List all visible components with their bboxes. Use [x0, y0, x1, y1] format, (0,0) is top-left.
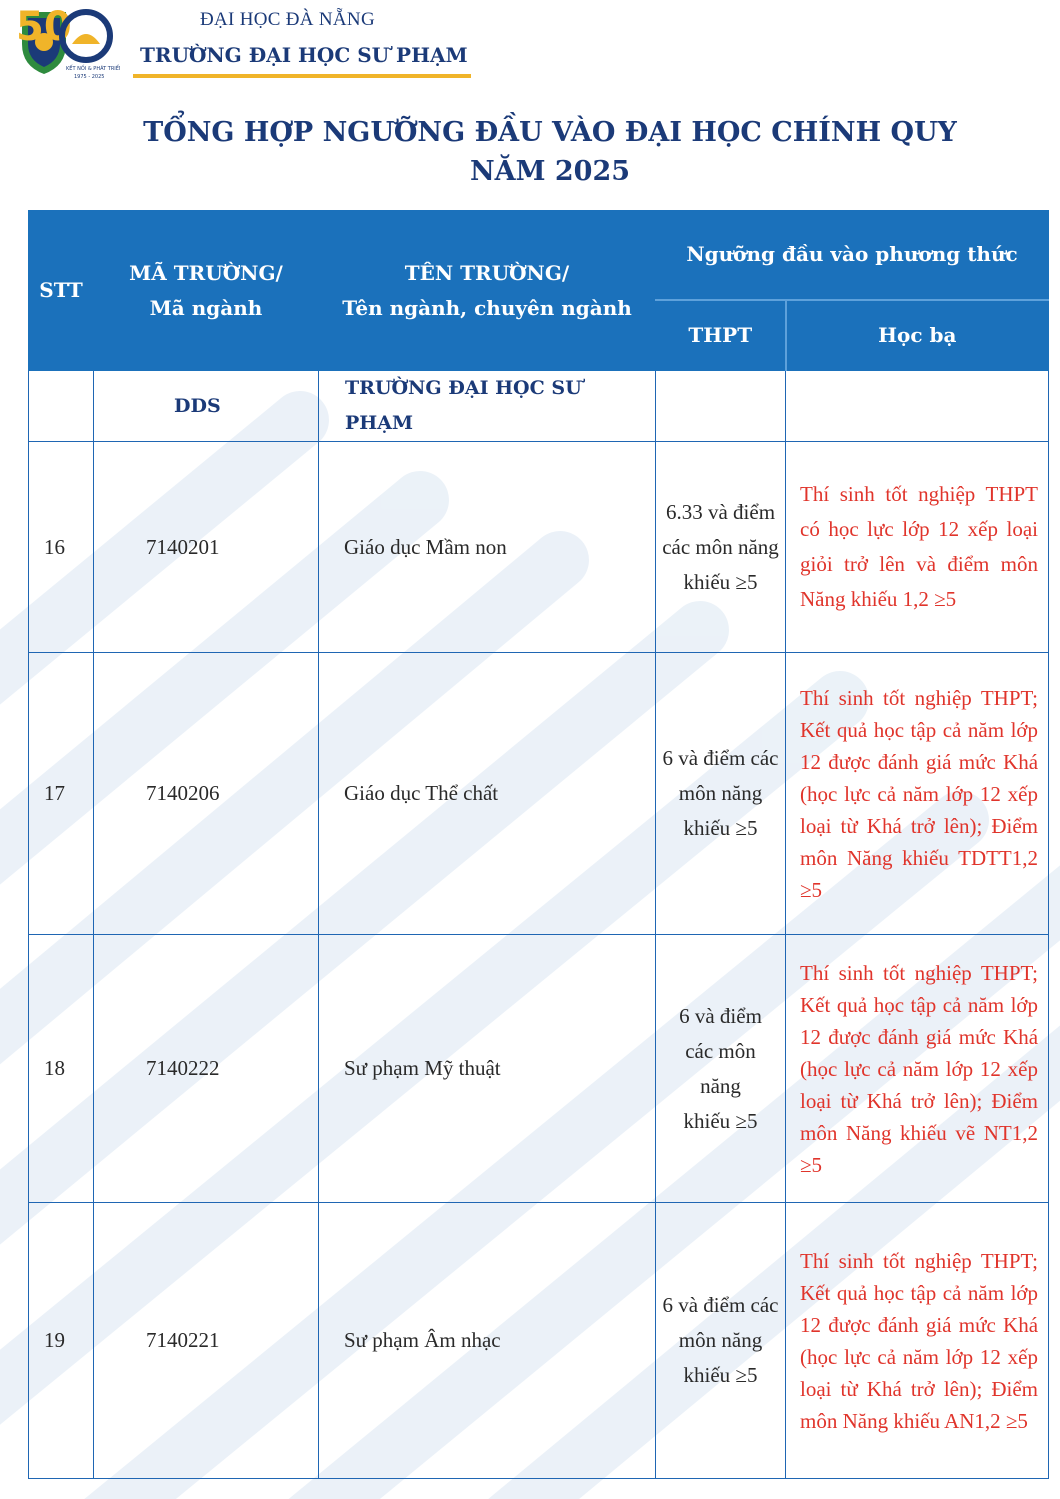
school-row-thpt	[656, 371, 786, 442]
row-hocba: Thí sinh tốt nghiệp THPT; Kết quả học tập cả năm lớp 12 được đánh giá mức Khá (học lực cả năm lớp 12 xếp loại từ Khá trở lên); Điểm môn Năng khiếu TDTT1,2 ≥5	[786, 653, 1049, 935]
row-code: 7140201	[94, 442, 319, 653]
table-row	[29, 1203, 1049, 1479]
header-hocba: Học bạ	[786, 300, 1049, 371]
row-name: Giáo dục Thể chất	[319, 653, 656, 935]
header-group: Ngưỡng đầu vào phương thức	[656, 211, 1049, 300]
university-name: ĐẠI HỌC ĐÀ NẴNG	[200, 9, 375, 30]
header-code-line1: MÃ TRƯỜNG/	[129, 260, 283, 285]
page-title: TỔNG HỢP NGƯỠNG ĐẦU VÀO ĐẠI HỌC CHÍNH QUY	[143, 117, 957, 148]
school-row-stt	[29, 371, 94, 442]
header-name	[319, 211, 656, 371]
row-thpt: 6 và điểm các môn năng khiếu ≥5	[656, 1203, 786, 1479]
row-stt: 19	[29, 1203, 94, 1479]
table-row	[29, 442, 1049, 653]
header-name-line1: TÊN TRƯỜNG/	[404, 260, 570, 285]
header-divider	[133, 74, 471, 78]
row-hocba: Thí sinh tốt nghiệp THPT; Kết quả học tập cả năm lớp 12 được đánh giá mức Khá (học lực cả năm lớp 12 xếp loại từ Khá trở lên); Điểm môn Năng khiếu AN1,2 ≥5	[786, 1203, 1049, 1479]
row-name: Sư phạm Âm nhạc	[319, 1203, 656, 1479]
header-stt: STT	[29, 211, 94, 371]
university-logo	[14, 4, 120, 82]
school-row	[29, 371, 1049, 442]
header-thpt: THPT	[656, 300, 786, 371]
row-hocba: Thí sinh tốt nghiệp THPT có học lực lớp 12 xếp loại giỏi trở lên và điểm môn Năng khiếu 1,2 ≥5	[786, 442, 1049, 653]
school-row-hocba	[786, 371, 1049, 442]
header-code	[94, 211, 319, 371]
row-code: 7140222	[94, 935, 319, 1203]
row-code: 7140221	[94, 1203, 319, 1479]
row-name: Giáo dục Mầm non	[319, 442, 656, 653]
row-thpt: 6 và điểm các môn năng khiếu ≥5	[656, 653, 786, 935]
page-subtitle: NĂM 2025	[469, 156, 631, 187]
school-row-name: TRƯỜNG ĐẠI HỌC SƯ PHẠM	[319, 371, 656, 442]
threshold-table	[28, 210, 1049, 1479]
logo-years: 1975 - 2025	[74, 74, 105, 80]
header-code-line2: Mã ngành	[149, 295, 263, 320]
header-name-line2: Tên ngành, chuyên ngành	[342, 295, 632, 320]
row-thpt: 6.33 và điểm các môn năng khiếu ≥5	[656, 442, 786, 653]
row-hocba: Thí sinh tốt nghiệp THPT; Kết quả học tập cả năm lớp 12 được đánh giá mức Khá (học lực cả năm lớp 12 xếp loại từ Khá trở lên); Điểm môn Năng khiếu vẽ NT1,2 ≥5	[786, 935, 1049, 1203]
table-row	[29, 935, 1049, 1203]
row-name: Sư phạm Mỹ thuật	[319, 935, 656, 1203]
row-thpt: 6 và điểm các môn năng khiếu ≥5	[656, 935, 786, 1203]
row-stt: 16	[29, 442, 94, 653]
logo-caption: KẾT NỐI & PHÁT TRIỂN	[66, 66, 120, 72]
row-stt: 18	[29, 935, 94, 1203]
logo-number: 50	[16, 4, 72, 50]
table-row	[29, 653, 1049, 935]
row-stt: 17	[29, 653, 94, 935]
school-code: DDS	[94, 371, 319, 442]
row-code: 7140206	[94, 653, 319, 935]
school-name: TRƯỜNG ĐẠI HỌC SƯ PHẠM	[140, 43, 468, 67]
